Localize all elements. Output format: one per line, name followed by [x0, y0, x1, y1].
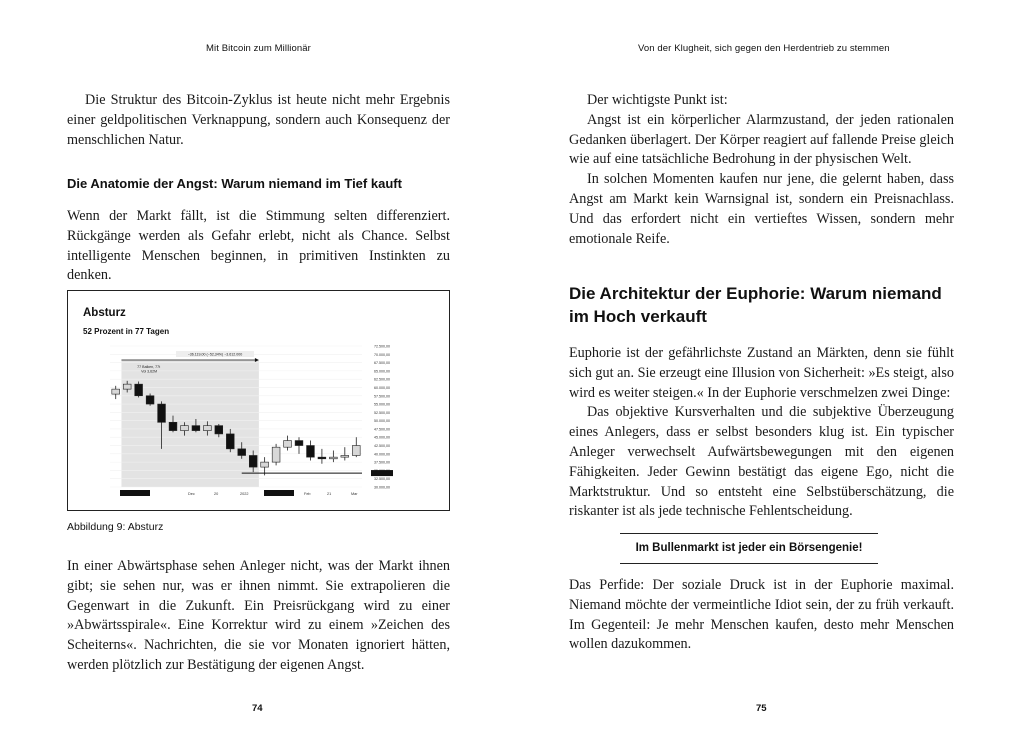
candle-body [123, 384, 131, 389]
candle-body [318, 457, 326, 459]
paragraph: Angst ist ein körperlicher Alarmzustand, der jeden rationalen Gedanken überlagert. Der Körper reagiert auf fallende Preise gleich wie auf eine tatsächliche Bedrohung in der physischen Welt. [569, 111, 954, 168]
y-tick-label: 42.500,00 [374, 444, 390, 449]
pull-quote: Im Bullenmarkt ist jeder ein Börsengenie! [620, 533, 878, 564]
section-heading: Die Anatomie der Angst: Warum niemand im Tief kauft [67, 176, 402, 191]
candle-body [146, 396, 154, 404]
body-paragraph [67, 557, 450, 676]
candle-body [203, 426, 211, 431]
y-tick-label: 70.000,00 [374, 352, 390, 357]
candle-body [192, 426, 200, 431]
candle-body [341, 455, 349, 457]
y-tick-label: 57.500,00 [374, 394, 390, 399]
candle-body [272, 447, 280, 462]
page-number: 74 [252, 703, 263, 714]
body-block-bottom [569, 576, 954, 655]
y-tick-label: 47.500,00 [374, 427, 390, 432]
x-tick-label: 2022 [240, 492, 249, 496]
measure-label: Vol 3,62M [141, 369, 158, 374]
y-tick-label: 62.500,00 [374, 377, 390, 382]
candle-body [135, 384, 143, 396]
candle-body [284, 441, 292, 448]
candle-body [261, 462, 269, 467]
y-tick-label: 45.000,00 [374, 435, 390, 440]
section-heading: Die Architektur der Euphorie: Warum niemand im Hoch verkauft [569, 284, 942, 326]
body-block-middle [569, 344, 954, 522]
candle-body [226, 434, 234, 449]
candlestick-chart [68, 291, 450, 511]
paragraph: Wenn der Markt fällt, ist die Stimmung selten differenziert. Rückgänge werden als Gefahr erlebt, nicht als Chance. Selbst intelligente Menschen beginnen, in primitiven Instinkten zu denken. [67, 208, 450, 284]
y-tick-label: 60.000,00 [374, 385, 390, 390]
candle-body [169, 422, 177, 430]
candle-body [295, 441, 303, 446]
x-tick-label: Dec [188, 492, 195, 496]
y-tick-label: 55.000,00 [374, 402, 390, 407]
y-tick-label: 37.500,00 [374, 460, 390, 465]
chart-title: Absturz [83, 307, 126, 319]
paragraph: In einer Abwärtsphase sehen Anleger nicht, was der Markt ihnen gibt; sie sehen nur, was er ihnen nimmt. Sie extrapolieren die Gegenwart in die Zukunft. Ein Preisrückgang wird zu einer »Abwärtsspirale«. Eine Korrektur wird zu einem »Zeichen des Scheiterns«. Nachrichten, die sie vor Monaten ignoriert hätten, werden plötzlich zur Bestätigung der eigenen Angst. [67, 558, 450, 673]
x-tick-label: Feb [304, 492, 311, 496]
body-paragraph [67, 207, 450, 286]
measure-label: 77 Balken, 77t [137, 365, 161, 369]
y-tick-label: 30.000,00 [374, 485, 390, 490]
candle-body [352, 446, 360, 456]
intro-paragraph [67, 91, 450, 150]
chart-y-axis [371, 345, 393, 490]
paragraph: Das objektive Kursverhalten und die subjektive Überzeugung eines Anlegers, dass er selbst besonders klug ist. Ein typischer Anleger verwechselt Aufwärtsbewegungen mit den eigenen Fähigkeiten. Jeder Gewinn bestätigt das eigene Ego, nicht die Marktstruktur. Und so entsteht eine Selbstüberschätzung, die riskanter ist als jede technische Fehlentscheidung. [569, 404, 954, 520]
candle-body [329, 457, 337, 459]
chart-figure [67, 290, 450, 511]
paragraph: Euphorie ist der gefährlichste Zustand an Märkten, denn sie fühlt sich gut an. Sie erzeugt eine Illusion von Sicherheit: »Es steigt, also wird es weiter steigen.« In der Euphorie verschmelzen zwei Dinge: [569, 345, 954, 401]
chart-x-axis [120, 490, 358, 496]
running-head: Von der Klugheit, sich gegen den Herdentrieb zu stemmen [638, 43, 890, 54]
y-tick-label: 50.000,00 [374, 419, 390, 424]
candle-body [112, 389, 120, 394]
chart-subtitle: 52 Prozent in 77 Tagen [83, 327, 170, 336]
running-head: Mit Bitcoin zum Millionär [206, 43, 311, 54]
y-tick-label: 52.500,00 [374, 410, 390, 415]
candle-body [158, 404, 166, 422]
paragraph: Das Perfide: Der soziale Druck ist in der Euphorie maximal. Niemand möchte der vermeintliche Idiot sein, der zu früh verkauft. Im Gegenteil: Je mehr Menschen kaufen, desto mehr Menschen wollen dazukommen. [569, 577, 954, 653]
price-tag [371, 470, 393, 476]
x-tick-label: Mar [351, 492, 358, 496]
y-tick-label: 65.000,00 [374, 369, 390, 374]
right-page [510, 0, 1020, 756]
x-tick-label: 21 [327, 492, 332, 496]
candle-body [181, 426, 189, 431]
y-tick-label: 32.500,00 [374, 477, 390, 482]
page-number: 75 [756, 703, 767, 714]
x-start-tag [120, 490, 150, 496]
candle-body [307, 446, 315, 458]
y-tick-label: 72.500,00 [374, 344, 390, 349]
y-tick-label: 40.000,00 [374, 452, 390, 457]
measure-label: −36.119,00 (−52,34%) −3.612.000 [187, 352, 243, 357]
y-tick-label: 67.500,00 [374, 361, 390, 366]
paragraph: Die Struktur des Bitcoin-Zyklus ist heute nicht mehr Ergebnis einer geldpolitischen Verknappung, sondern auch Konsequenz der menschlichen Natur. [67, 92, 450, 148]
candle-body [249, 455, 257, 467]
x-end-tag [264, 490, 294, 496]
paragraph: Der wichtigste Punkt ist: [587, 92, 728, 108]
candle-body [238, 449, 246, 456]
body-block-top [569, 91, 954, 249]
x-tick-label: 20 [214, 492, 219, 496]
figure-caption: Abbildung 9: Absturz [67, 521, 164, 533]
candle-body [215, 426, 223, 434]
paragraph: In solchen Momenten kaufen nur jene, die gelernt haben, dass Angst am Markt kein Warnsignal ist, sondern ein Preisnachlass. Und das erfordert nicht ein vertieftes Wissen, sondern mehr emotionale Reife. [569, 171, 954, 247]
